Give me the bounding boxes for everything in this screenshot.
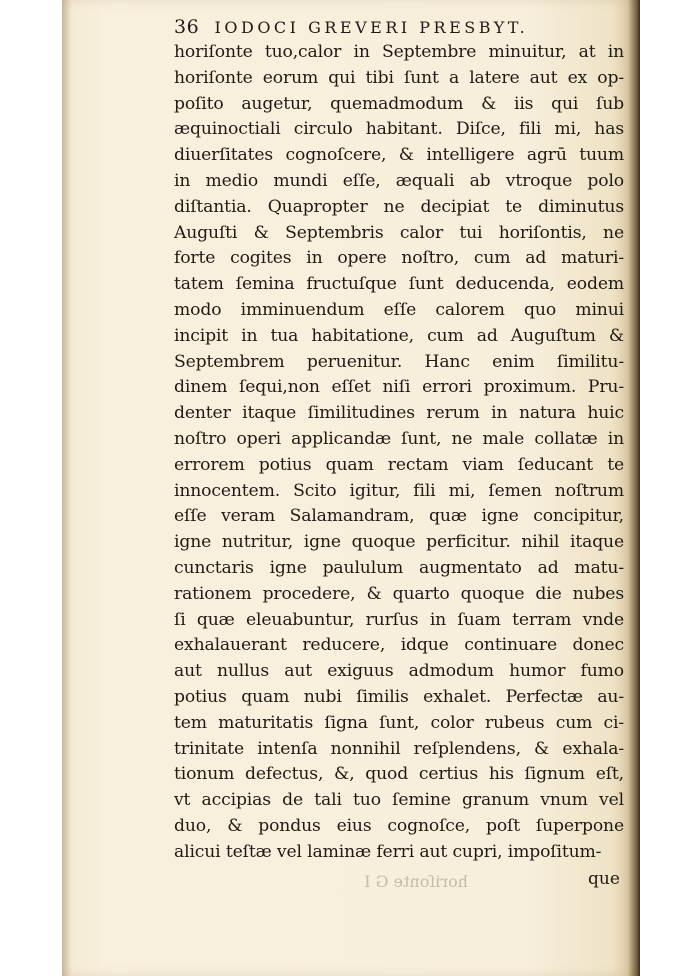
text-line: cunctaris igne paululum augmentato ad matu- <box>174 557 624 578</box>
text-line: in medio mundi eſſe, æquali ab vtroque polo <box>174 170 624 191</box>
page-edge <box>628 0 640 976</box>
catchword: que <box>588 869 620 889</box>
show-through-text: horiſonte G I <box>364 872 468 891</box>
text-line: innocentem. Scito igitur, fili mi, ſemen noſtrum <box>174 480 624 501</box>
text-line: duo, & pondus eius cognoſce, poſt ſuperpone <box>174 815 624 836</box>
text-line: modo imminuendum eſſe calorem quo minui <box>174 299 624 320</box>
text-line: igne nutritur, igne quoque perficitur. nihil itaque <box>174 532 624 553</box>
text-line: rationem procedere, & quarto quoque die nubes <box>174 583 624 604</box>
text-line: tatem ſemina fructuſque ſunt deducenda, eodem <box>174 274 624 295</box>
text-line: forte cogites in opere noſtro, cum ad maturi- <box>174 248 624 269</box>
text-line: vt accipias de tali tuo ſemine granum vnum vel <box>174 790 624 811</box>
text-line: Septembrem peruenitur. Hanc enim ſimilitu- <box>174 351 624 372</box>
text-line: tionum defectus, &, quod certius his ſignum eſt, <box>174 764 624 785</box>
text-line: errorem potius quam rectam viam ſeducant te <box>174 454 624 475</box>
text-line: diuerſitates cognoſcere, & intelligere agrū tuum <box>174 145 624 166</box>
text-line: tem maturitatis ſigna ſunt, color rubeus cum ci- <box>174 712 624 733</box>
text-line: horiſonte eorum qui tibi ſunt a latere aut ex op- <box>174 67 624 88</box>
text-line: potius quam nubi ſimilis exhalet. Perfectæ au- <box>174 686 624 707</box>
text-line: exhalauerant reducere, idque continuare donec <box>174 635 624 656</box>
running-head-title: IODOCI GREVERI PRESBYT. <box>214 18 529 37</box>
text-line: æquinoctiali circulo habitant. Diſce, fili mi, has <box>174 119 624 140</box>
text-line: poſito augetur, quemadmodum & iis qui ſub <box>174 93 624 114</box>
text-line: diſtantia. Quapropter ne decipiat te diminutus <box>174 196 624 217</box>
text-line: alicui teſtæ vel laminæ ferri aut cupri, impoſitum- <box>174 841 602 862</box>
body-text <box>174 40 624 866</box>
text-line: noſtro operi applicandæ ſunt, ne male collatæ in <box>174 428 624 449</box>
text-line: dinem ſequi,non eſſet niſi errori proximum. Pru- <box>174 377 624 398</box>
running-header <box>174 14 624 40</box>
gutter-shadow <box>62 0 72 976</box>
text-line: aut nullus aut exiguus admodum humor fumo <box>174 661 624 682</box>
text-line: Auguſti & Septembris calor tui horiſontis, ne <box>174 222 624 243</box>
page-number: 36 <box>174 16 200 38</box>
page-text <box>174 14 624 866</box>
text-line: horiſonte tuo,calor in Septembre minuitur, at in <box>174 42 624 62</box>
text-line: eſſe veram Salamandram, quæ igne concipitur, <box>174 506 624 527</box>
text-line: trinitate intenſa nonnihil reſplendens, & exhala- <box>174 738 624 759</box>
text-line: incipit in tua habitatione, cum ad Auguſtum & <box>174 325 624 346</box>
text-line: ſi quæ eleuabuntur, rurſus in ſuam terram vnde <box>174 609 624 630</box>
text-line: denter itaque ſimilitudines rerum in natura huic <box>174 403 624 424</box>
